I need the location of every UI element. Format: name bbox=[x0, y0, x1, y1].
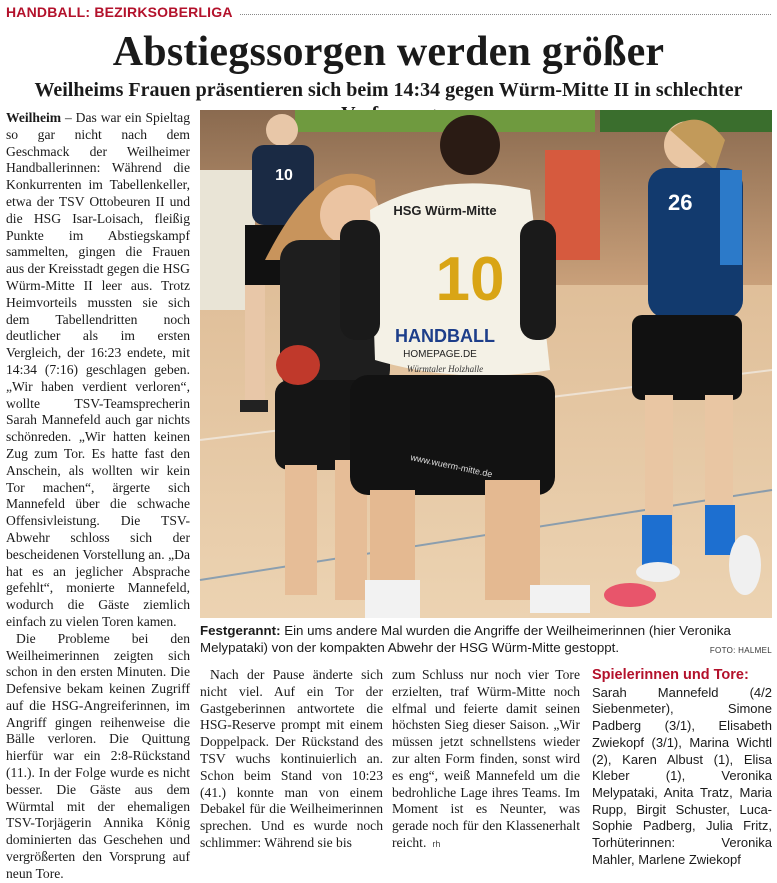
headline: Abstiegssorgen werden größer bbox=[112, 29, 665, 75]
dateline: Weilheim bbox=[6, 110, 62, 125]
jersey-number-front: 10 bbox=[435, 245, 505, 314]
photo-credit: FOTO: HALMEL bbox=[709, 646, 772, 655]
photo-caption bbox=[200, 622, 772, 656]
paragraph-4-text: zum Schluss nur noch vier Tore erzielten, traf Würm-Mitte noch elfmal und feierte damit seinen höchsten Sieg dieser Saison. „Wir müssen jetzt schnellstens wieder zur alten Form finden, sonst wird es eng“, weiß Mannefeld um die bedrohliche Lage ihres Teams. Im Moment ist es Neunter, was gerade noch für den Klassenerhalt reicht. bbox=[392, 667, 580, 850]
kicker-label: HANDBALL: BEZIRKSOBERLIGA bbox=[6, 4, 239, 20]
photo-illustration bbox=[200, 110, 772, 618]
section-kicker bbox=[6, 4, 771, 24]
lineup-text: Sarah Mannefeld (4/2 Siebenmeter), Simone Padberg (3/1), Elisabeth Zwiekopf (3/1), Marina Wichtl (2), Karen Albust (1), Elisa Kleber (1), Veronika Melypataki, Anita Tratz, Maria Rupp, Birgit Schuster, Luca-Sophie Padberg, Julia Fritz, Torhüterinnen: Veronika Mahler, Marlene Zwiekopf bbox=[592, 684, 772, 867]
subheadline: Weilheims Frauen präsentieren sich beim 14:34 gegen Würm-Mitte II in schlechter bbox=[34, 79, 743, 101]
article-column-2 bbox=[200, 667, 383, 850]
caption-text: Ein ums andere Mal wurden die Angriffe der Weilheimerinnen (hier Veronika Melypataki) von der kompakten Abwehr der HSG Würm-Mitte gestoppt. bbox=[200, 623, 731, 655]
paragraph-4 bbox=[392, 667, 580, 853]
article-column-3 bbox=[392, 667, 580, 850]
lineup-box bbox=[592, 667, 772, 867]
paragraph-3: Nach der Pause änderte sich nicht viel. Auf ein Tor der Gastgeberinnen antwortete die HSG-Reserve prompt mit einem Doppelpack. Der Rückstand des TSV wuchs kontinuierlich an. Schon beim Stand von 10:23 (41.) konnte man von einem Debakel für die Weilheimerinnen sprechen. Und es wurde noch schlimmer: Während sie bis bbox=[200, 667, 383, 850]
caption-lead: Festgerannt: bbox=[200, 623, 281, 638]
jersey-number-right: 26 bbox=[668, 190, 693, 215]
paragraph-2: Die Probleme bei den Weilheimerinnen zeigten sich schon in den ersten Minuten. Die Defensive bekam keinen Zugriff auf die HSG-Angreiferinnen, im Angriff gingen reihenweise die Bälle verloren. Die Quittung hierfür war ein 2:8-Rückstand (11.). In der Folge wurde es nicht besser. Die Gäste aus dem Würmtal mit der ehemaligen TSV-Torjägerin Annika König dominierten das Geschehen und vergrößerten den Vorsprung auf neun Tore. bbox=[6, 630, 190, 881]
jersey-sponsor: HANDBALL bbox=[395, 326, 495, 346]
jersey-bottom-text: Würmtaler Holzhalle bbox=[406, 364, 484, 374]
match-photo bbox=[200, 110, 772, 618]
paragraph-1 bbox=[6, 110, 190, 631]
jersey-sponsor-sub: HOMEPAGE.DE bbox=[403, 349, 477, 360]
author-initials: rh bbox=[432, 838, 441, 849]
lineup-title: Spielerinnen und Tore: bbox=[592, 667, 749, 683]
jersey-number-left: 10 bbox=[275, 167, 293, 184]
shorts-text: www.wuerm-mitte.de bbox=[409, 452, 494, 480]
article-column-1 bbox=[6, 110, 190, 881]
jersey-club-text: HSG Würm-Mitte bbox=[393, 203, 497, 218]
handball bbox=[276, 345, 320, 385]
paragraph-1-text: – Das war ein Spieltag so gar nicht nach dem Geschmack der Weilheimer Handballerinnen: Während die Konkurrenten im Tabellenkeller, etwa der TSV Ottobeuren II und die HSG Isar-Loisach, fleißig Punkte im Abstiegskampf sammelten, gingen die Frauen aus der Kreisstadt gegen die HSG Würm-Mitte II leer aus. Trotz Heimvorteils mussten sie sich dem Tabellendritten noch deutlicher als im ersten Vergleich, der 16:23 endete, mit 14:34 (7:16) geschlagen geben. „Wir haben verdient verloren“, wollte TSV-Teamsprecherin Sarah Mannefeld auch gar nichts schönreden. „Wir hatten keinen Zug zum Tor. Es hatte fast den Anschein, als wollten wir kein Tor machen“, ärgerte sich Mannefeld über die schwache Offensivleistung. Die TSV-Abwehr schloss sich der bescheidenen Vorstellung an. „Da hat es an jeglicher Absprache gefehlt“, monierte Mannefeld, wodurch die Gäste ziemlich einfach zu vielen Toren kamen. bbox=[6, 110, 190, 629]
